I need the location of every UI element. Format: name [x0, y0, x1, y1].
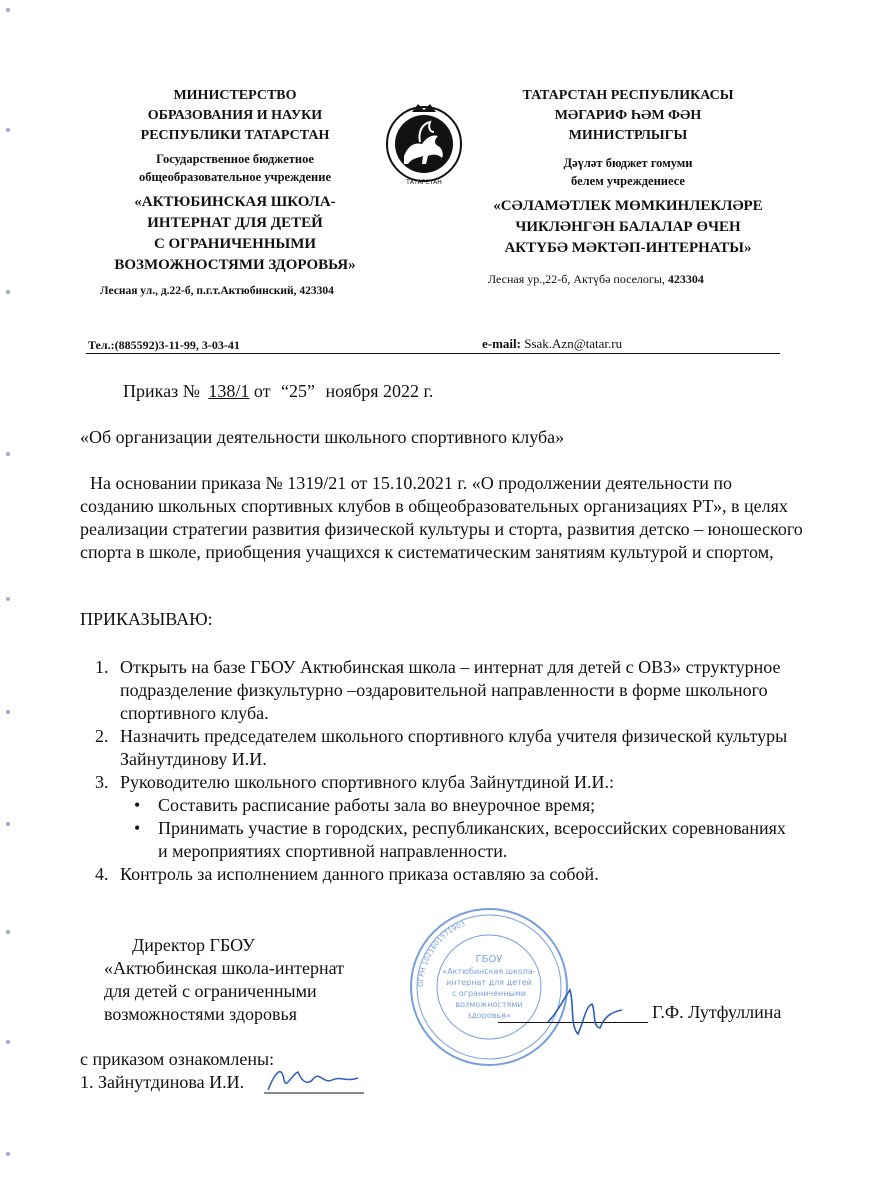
list-item: 2. Назначить председателем школьного спортивного клуба учителя физической культуры Зайнутдинову И.И.: [95, 726, 788, 769]
acquaintance-signature: [262, 1060, 372, 1100]
header-left: [95, 86, 375, 276]
svg-text:возможностями: возможностями: [455, 1000, 523, 1009]
order-line: Приказ № 138/1 от “25” ноября 2022 г.: [123, 381, 434, 401]
list-item: 1. Открыть на базе ГБОУ Актюбинская школа – интернат для детей с ОВЗ» структурное подразделение физкультурно –оздаровительной направленности в форме школьного спортивного клуба.: [95, 657, 781, 723]
scan-mark: [6, 710, 10, 714]
order-number: 138/1: [208, 381, 250, 401]
preamble: На основании приказа № 1319/21 от 15.10.2021 г. «О продолжении деятельности по созданию школьных спортивных клубов в общеобразовательных организациях РТ», в целях реализации стратегии развития физической культуры и сторта, развития детско – юношеского спорта в школе, приобщения учащихся к систематическим занятиям культурой и спортом,: [80, 473, 803, 562]
scan-mark: [6, 1040, 10, 1044]
ministry-tt: ТАТАРСТАН РЕСПУБЛИКАСЫ МӘГАРИФ ҺӘМ ФӘН МИНИСТРЛЫГЫ: [522, 88, 734, 143]
ministry-ru: МИНИСТЕРСТВО ОБРАЗОВАНИЯ И НАУКИ РЕСПУБЛИКИ ТАТАРСТАН: [140, 88, 330, 143]
acquaintance-entry: 1. Зайнутдинова И.И.: [80, 1072, 245, 1092]
decree-word: ПРИКАЗЫВАЮ:: [80, 609, 213, 629]
scan-mark: [6, 930, 10, 934]
svg-text:с ограниченными: с ограниченными: [451, 989, 527, 998]
svg-text:интернат для детей: интернат для детей: [446, 978, 532, 987]
sub-list-item: • Принимать участие в городских, республиканских, всероссийских соревнованиях и мероприятиях спортивной направленности.: [134, 818, 786, 861]
scan-mark: [6, 8, 10, 12]
sub-list: [120, 794, 800, 863]
director-signature: [540, 982, 630, 1042]
svg-text:ТАТАРСТАН: ТАТАРСТАН: [406, 179, 442, 186]
svg-text:ГБОУ: ГБОУ: [475, 954, 503, 965]
scan-mark: [6, 597, 10, 601]
phone: Тел.:(885592)3-11-99, 3-03-41: [88, 338, 240, 352]
scan-mark: [6, 1152, 10, 1156]
tatarstan-emblem-icon: [382, 98, 466, 190]
email: e-mail: Ssak.Azn@tatar.ru: [482, 336, 623, 351]
header-right: [478, 86, 778, 259]
director-name: Г.Ф. Лутфуллина: [652, 1002, 782, 1022]
list-item: 4. Контроль за исполнением данного приказа оставляю за собой.: [95, 864, 599, 884]
bullet-icon: •: [134, 795, 141, 815]
scan-mark: [6, 452, 10, 456]
sub-list-item: • Составить расписание работы зала во внеурочное время;: [134, 795, 596, 815]
address-ru: Лесная ул., д.22-б, п.г.т.Актюбинский, 423304: [100, 285, 334, 297]
acquaintance-heading: с приказом ознакомлены:: [80, 1049, 275, 1069]
bullet-icon: •: [134, 818, 141, 838]
svg-text:здоровья»: здоровья»: [467, 1011, 511, 1020]
institution-type-ru: Государственное бюджетное общеобразовательное учреждение: [139, 152, 331, 184]
order-title: «Об организации деятельности школьного спортивного клуба»: [80, 427, 565, 447]
scan-mark: [6, 822, 10, 826]
stamp-ring-text: ОГРН 1021601571903: [416, 919, 467, 988]
signature-block: Директор ГБОУ «Актюбинская школа-интернат для детей с ограниченными возможностями здоровья: [104, 935, 345, 1024]
scan-mark: [6, 290, 10, 294]
school-name-tt: «СӘЛАМӘТЛЕК МӨМКИНЛЕКЛӘРЕ ЧИКЛӘНГӘН БАЛАЛАР ӨЧЕН АКТҮБӘ МӘКТӘП-ИНТЕРНАТЫ»: [493, 198, 763, 256]
list-item: 3. Руководителю школьного спортивного клуба Зайнутдиной И.И.: • Составить расписание работы зала во внеурочное время; • Принимать участие в городских, республиканских, всероссийских соревнованиях и мероприятиях спортивной направленности.: [80, 771, 800, 863]
order-items: [80, 656, 800, 886]
school-name-ru: «АКТЮБИНСКАЯ ШКОЛА- ИНТЕРНАТ ДЛЯ ДЕТЕЙ С ОГРАНИЧЕННЫМИ ВОЗМОЖНОСТЯМИ ЗДОРОВЬЯ»: [114, 194, 356, 273]
address-tt: Лесная ур.,22-б, Актүбә поселогы, 423304: [488, 272, 704, 286]
scan-mark: [6, 128, 10, 132]
institution-type-tt: Дәүләт бюджет гомуми белем учреждениесе: [563, 156, 693, 188]
header-divider: [86, 353, 780, 354]
svg-text:«Актюбинская школа-: «Актюбинская школа-: [442, 967, 536, 976]
stamp-center: [442, 954, 536, 1020]
